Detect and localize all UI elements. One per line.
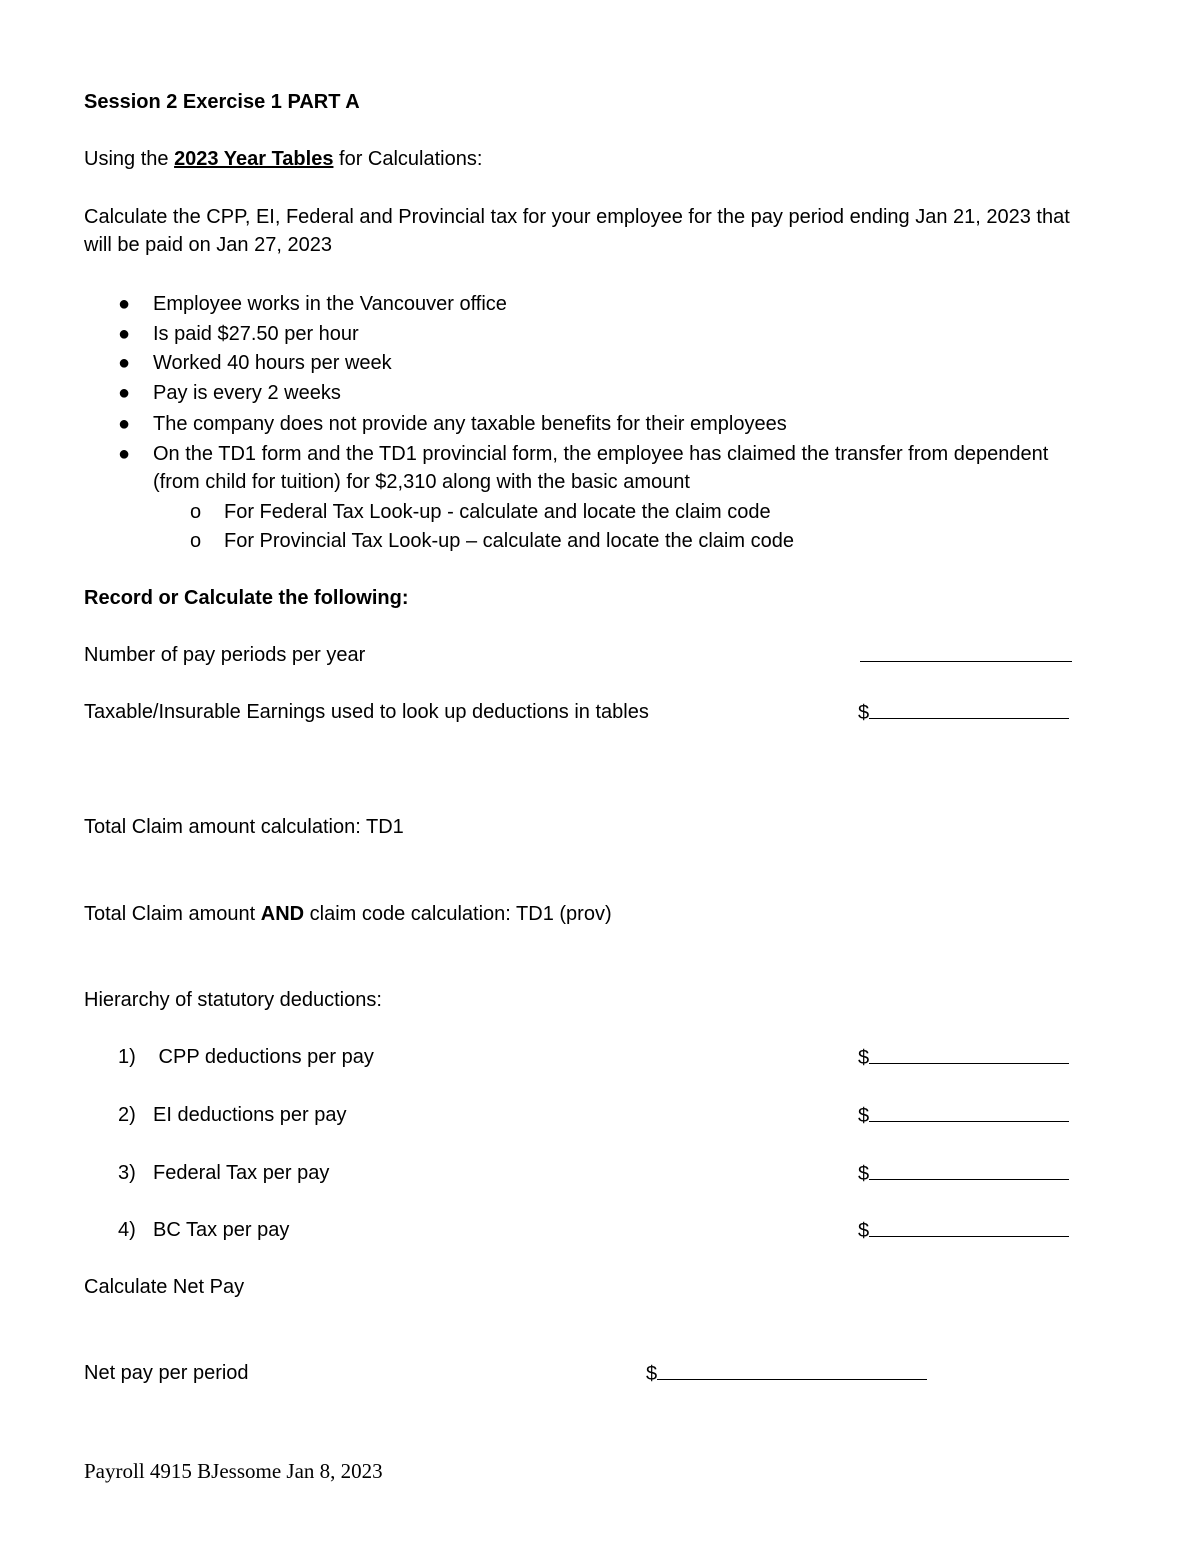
bc-tax-field[interactable]: $	[858, 1218, 1069, 1243]
ei-field[interactable]: $	[858, 1103, 1069, 1128]
net-pay-field[interactable]: $	[646, 1361, 927, 1386]
instruction-line-2: will be paid on Jan 27, 2023	[84, 234, 332, 256]
bullet-icon: ●	[118, 323, 131, 345]
intro-line	[84, 147, 482, 171]
sub-bullet-item: o For Provincial Tax Look-up – calculate and locate the claim code	[190, 530, 794, 552]
pay-periods-label: Number of pay periods per year	[84, 644, 366, 666]
bullet-icon: ●	[118, 352, 131, 374]
earnings-label: Taxable/Insurable Earnings used to look up deductions in tables	[84, 701, 649, 723]
hierarchy-item-federal-tax: 3) Federal Tax per pay	[118, 1162, 330, 1184]
bullet-icon: ●	[118, 443, 131, 465]
federal-tax-field[interactable]: $	[858, 1161, 1069, 1186]
intro-prefix: Using the	[84, 148, 175, 170]
pay-periods-field[interactable]	[860, 643, 1072, 668]
hierarchy-item-cpp: 1) CPP deductions per pay	[118, 1046, 374, 1068]
earnings-field[interactable]: $	[858, 700, 1069, 725]
net-pay-heading: Calculate Net Pay	[84, 1276, 245, 1298]
circle-bullet-icon: o	[190, 530, 202, 552]
bullet-item: ● On the TD1 form and the TD1 provincial form, the employee has claimed the transfer from dependent	[118, 443, 1049, 465]
tables-reference: 2023 Year Tables	[174, 148, 334, 170]
bullet-item: ● Pay is every 2 weeks	[118, 382, 341, 404]
hierarchy-item-ei: 2) EI deductions per pay	[118, 1104, 347, 1126]
td1-prov-claim-label: Total Claim amount AND claim code calculation: TD1 (prov)	[84, 903, 612, 925]
bullet-icon: ●	[118, 413, 131, 435]
hierarchy-heading: Hierarchy of statutory deductions:	[84, 989, 382, 1011]
sub-bullet-item: o For Federal Tax Look-up - calculate and locate the claim code	[190, 501, 771, 523]
bullet-item: ● Worked 40 hours per week	[118, 352, 392, 374]
bullet-continuation: (from child for tuition) for $2,310 along with the basic amount	[153, 471, 690, 493]
net-pay-label: Net pay per period	[84, 1362, 249, 1384]
page-title: Session 2 Exercise 1 PART A	[84, 91, 360, 113]
cpp-field[interactable]: $	[858, 1045, 1069, 1070]
footer-text: Payroll 4915 BJessome Jan 8, 2023	[84, 1459, 383, 1483]
record-heading: Record or Calculate the following:	[84, 587, 409, 609]
td1-claim-label: Total Claim amount calculation: TD1	[84, 816, 404, 838]
bullet-item: ● Employee works in the Vancouver office	[118, 293, 507, 315]
intro-suffix: for Calculations:	[333, 148, 483, 170]
bullet-icon: ●	[118, 382, 131, 404]
bullet-icon: ●	[118, 293, 131, 315]
bullet-item: ● The company does not provide any taxable benefits for their employees	[118, 413, 787, 435]
bullet-item: ● Is paid $27.50 per hour	[118, 323, 359, 345]
hierarchy-item-bc-tax: 4) BC Tax per pay	[118, 1219, 290, 1241]
instruction-line-1: Calculate the CPP, EI, Federal and Provincial tax for your employee for the pay period ending Jan 21, 2023 that	[84, 206, 1070, 228]
circle-bullet-icon: o	[190, 501, 202, 523]
